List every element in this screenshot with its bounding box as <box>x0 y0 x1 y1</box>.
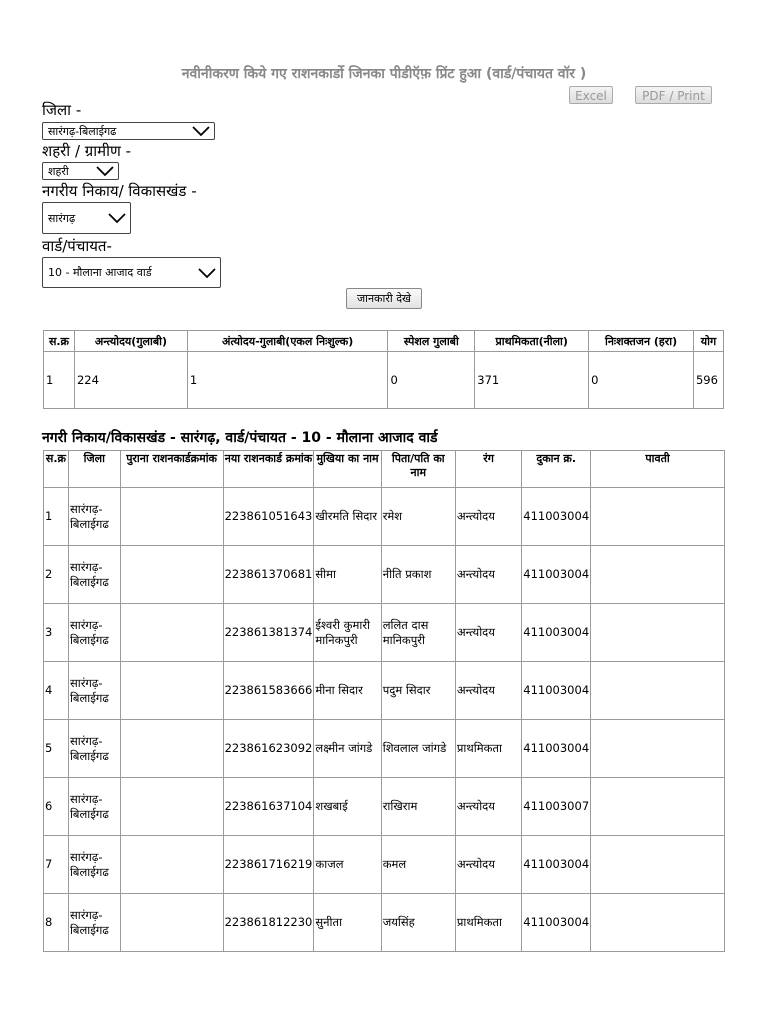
table-cell: अन्त्योदय <box>455 836 521 894</box>
excel-button[interactable]: Excel <box>569 86 613 104</box>
table-cell <box>120 836 223 894</box>
table-cell: सारंगढ़-बिलाईगढ <box>68 546 120 604</box>
district-label: जिला - <box>42 101 82 119</box>
body-select-value: सारंगढ़ <box>48 211 76 225</box>
table-row <box>44 836 725 894</box>
table-cell: ईश्वरी कुमारी मानिकपुरी <box>314 604 381 662</box>
table-cell <box>120 894 223 952</box>
summary-header: अन्त्योदय(गुलाबी) <box>74 331 187 352</box>
table-cell: सीमा <box>314 546 381 604</box>
ward-select[interactable] <box>42 257 221 288</box>
table-row <box>44 488 725 546</box>
detail-header: पुराना राशनकार्डक्रमांक <box>120 451 223 488</box>
table-cell <box>591 720 725 778</box>
ward-label: वार्ड/पंचायत- <box>42 237 112 255</box>
ward-select-value: 10 - मौलाना आजाद वार्ड <box>48 266 152 279</box>
table-cell <box>591 604 725 662</box>
table-cell <box>120 720 223 778</box>
detail-header: स.क्र <box>44 451 69 488</box>
table-cell: 223861637104 <box>223 778 314 836</box>
table-cell <box>591 662 725 720</box>
table-cell: 223861623092 <box>223 720 314 778</box>
table-row <box>44 662 725 720</box>
table-cell: सारंगढ़-बिलाईगढ <box>68 894 120 952</box>
table-cell: 411003004 <box>522 836 591 894</box>
table-cell: जयसिंह <box>381 894 455 952</box>
table-cell: नीति प्रकाश <box>381 546 455 604</box>
table-cell: सारंगढ़-बिलाईगढ <box>68 488 120 546</box>
table-cell <box>591 836 725 894</box>
summary-cell: 0 <box>589 352 694 409</box>
table-cell: 4 <box>44 662 69 720</box>
chevron-down-icon <box>104 203 130 233</box>
table-cell: 2 <box>44 546 69 604</box>
detail-header: जिला <box>68 451 120 488</box>
table-cell: सारंगढ़-बिलाईगढ <box>68 662 120 720</box>
body-select[interactable] <box>42 202 131 234</box>
view-info-button[interactable]: जानकारी देखे <box>346 288 422 309</box>
table-cell: 5 <box>44 720 69 778</box>
table-cell: ललित दास मानिकपुरी <box>381 604 455 662</box>
summary-header: योग <box>693 331 723 352</box>
table-cell: 411003004 <box>522 488 591 546</box>
table-cell: सारंगढ़-बिलाईगढ <box>68 604 120 662</box>
table-cell: सारंगढ़-बिलाईगढ <box>68 778 120 836</box>
table-cell: सारंगढ़-बिलाईगढ <box>68 836 120 894</box>
table-cell: 8 <box>44 894 69 952</box>
table-cell: लक्ष्मीन जांगडे <box>314 720 381 778</box>
table-cell: 223861051643 <box>223 488 314 546</box>
table-cell: 223861812230 <box>223 894 314 952</box>
table-cell: राखिराम <box>381 778 455 836</box>
summary-header: स.क्र <box>44 331 75 352</box>
summary-cell: 1 <box>44 352 75 409</box>
table-cell: सारंगढ़-बिलाईगढ <box>68 720 120 778</box>
summary-header: अंत्योदय-गुलाबी(एकल निःशुल्क) <box>187 331 388 352</box>
table-cell: 223861381374 <box>223 604 314 662</box>
table-cell: शखबाई <box>314 778 381 836</box>
detail-heading: नगरी निकाय/विकासखंड - सारंगढ़, वार्ड/पंचायत - 10 - मौलाना आजाद वार्ड <box>42 430 438 446</box>
page-title: नवीनीकरण किये गए राशनकार्डो जिनका पीडीऍफ़ प्रिंट हुआ (वार्ड/पंचायत वॉर ) <box>181 66 587 82</box>
table-row <box>44 546 725 604</box>
table-cell: प्राथमिकता <box>455 894 521 952</box>
table-cell <box>591 546 725 604</box>
table-cell: पदुम सिदार <box>381 662 455 720</box>
table-cell: 3 <box>44 604 69 662</box>
detail-table <box>43 450 725 952</box>
table-cell: प्राथमिकता <box>455 720 521 778</box>
chevron-down-icon <box>194 258 220 287</box>
table-cell: 411003004 <box>522 662 591 720</box>
detail-header: दुकान क्र. <box>522 451 591 488</box>
summary-cell: 1 <box>187 352 388 409</box>
table-cell <box>591 894 725 952</box>
table-cell: अन्त्योदय <box>455 488 521 546</box>
chevron-down-icon <box>92 163 118 179</box>
summary-cell: 224 <box>74 352 187 409</box>
table-cell: अन्त्योदय <box>455 546 521 604</box>
chevron-down-icon <box>188 123 214 139</box>
summary-cell: 371 <box>475 352 589 409</box>
table-cell: रमेश <box>381 488 455 546</box>
detail-header: मुखिया का नाम <box>314 451 381 488</box>
summary-header: स्पेशल गुलाबी <box>388 331 475 352</box>
detail-header: नया राशनकार्ड क्रमांक <box>223 451 314 488</box>
summary-header: प्राथमिकता(नीला) <box>475 331 589 352</box>
district-select-value: सारंगढ़-बिलाईगढ <box>48 124 117 138</box>
table-row <box>44 720 725 778</box>
detail-header: रंग <box>455 451 521 488</box>
table-cell: 411003004 <box>522 894 591 952</box>
table-cell <box>120 778 223 836</box>
table-cell <box>120 488 223 546</box>
table-cell: 6 <box>44 778 69 836</box>
summary-header: निःशक्तजन (हरा) <box>589 331 694 352</box>
table-cell <box>120 546 223 604</box>
table-cell: 223861716219 <box>223 836 314 894</box>
pdf-print-button[interactable]: PDF / Print <box>635 86 712 104</box>
summary-table <box>43 330 724 409</box>
table-cell: मीना सिदार <box>314 662 381 720</box>
area-select[interactable] <box>42 162 119 180</box>
table-cell: अन्त्योदय <box>455 778 521 836</box>
table-row <box>44 604 725 662</box>
table-cell: खीरमति सिदार <box>314 488 381 546</box>
table-row <box>44 894 725 952</box>
area-select-value: शहरी <box>48 164 69 178</box>
table-cell <box>591 778 725 836</box>
area-label: शहरी / ग्रामीण - <box>42 142 132 160</box>
table-cell: कमल <box>381 836 455 894</box>
table-cell: काजल <box>314 836 381 894</box>
table-cell: 223861583666 <box>223 662 314 720</box>
summary-header-row <box>44 331 724 352</box>
table-cell: शिवलाल जांगडे <box>381 720 455 778</box>
table-cell: 411003004 <box>522 604 591 662</box>
detail-header-row <box>44 451 725 488</box>
table-cell: 411003004 <box>522 720 591 778</box>
summary-row <box>44 352 724 409</box>
table-cell: अन्त्योदय <box>455 604 521 662</box>
table-cell: सुनीता <box>314 894 381 952</box>
table-cell: 411003004 <box>522 546 591 604</box>
summary-cell: 0 <box>388 352 475 409</box>
table-cell: 223861370681 <box>223 546 314 604</box>
table-cell: अन्त्योदय <box>455 662 521 720</box>
table-cell <box>120 604 223 662</box>
detail-header: पावती <box>591 451 725 488</box>
district-select[interactable] <box>42 122 215 140</box>
table-cell <box>120 662 223 720</box>
table-cell: 411003007 <box>522 778 591 836</box>
table-cell: 1 <box>44 488 69 546</box>
detail-header: पिता/पति का नाम <box>381 451 455 488</box>
body-label: नगरीय निकाय/ विकासखंड - <box>42 182 197 200</box>
table-row <box>44 778 725 836</box>
table-cell <box>591 488 725 546</box>
table-cell: 7 <box>44 836 69 894</box>
summary-cell: 596 <box>693 352 723 409</box>
